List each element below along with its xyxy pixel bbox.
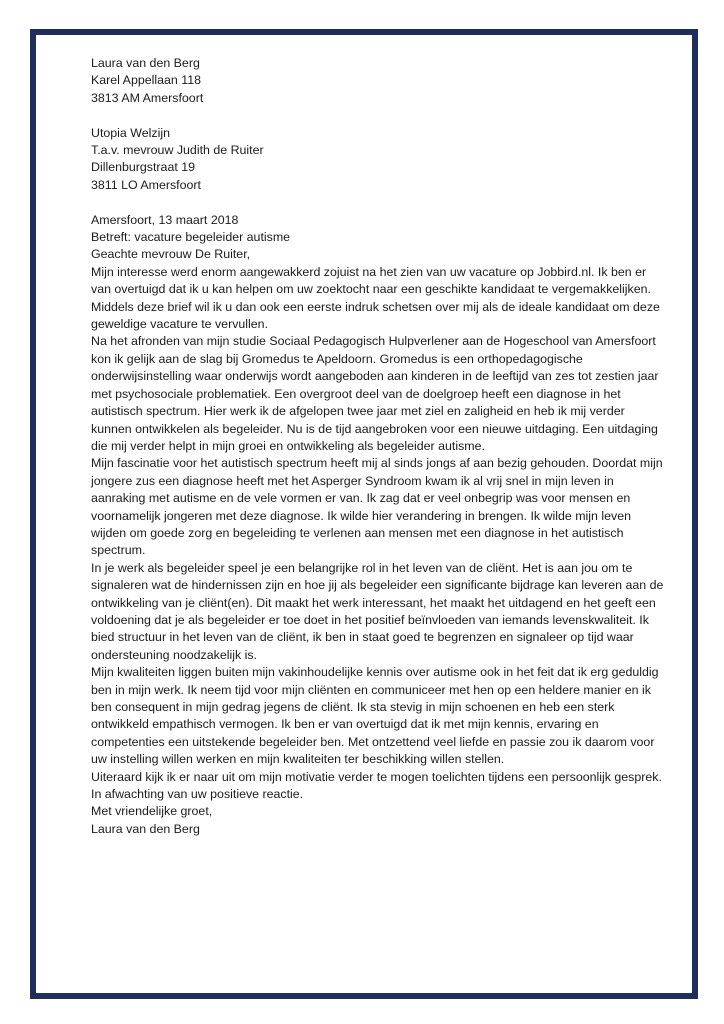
paragraph-motivation: Mijn fascinatie voor het autistisch spectrum heeft mij al sinds jongs af aan bezig gehouden. Doordat mijn jongere zus een diagnose heeft met het Asperger Syndroom kwam ik al vrij snel in mijn leven in aanraking met autisme en de vele vormen er van. Ik zag dat er veel onbegrip was voor mensen en voornamelijk jongeren met deze diagnose. Ik wilde hier verandering in brengen. Ik wilde mijn leven wijden om goede zorg en begeleiding te verlenen aan mensen met een diagnose in het autistisch spectrum. <box>91 456 663 558</box>
sender-city: 3813 AM Amersfoort <box>91 90 204 105</box>
salutation: Geachte mevrouw De Ruiter, <box>91 247 251 262</box>
paragraph-background: Na het afronden van mijn studie Sociaal Pedagogisch Hulpverlener aan de Hogeschool van Amersfoort kon ik gelijk aan de slag bij Gromedus te Apeldoorn. Gromedus is een orthopedagogische onderwijsinstelling waar onderwijs wordt aangeboden aan kinderen in de leeftijd van zes tot zestien jaar met psychosociale problematiek. Een overgroot deel van de doelgroep heeft een diagnose in het autistisch spectrum. Hier werk ik de afgelopen twee jaar met ziel en zaligheid en heb ik mij verder kunnen ontwikkelen als begeleider. Nu is de tijd aangebroken voor een nieuwe uitdaging. Een uitdaging die mij verder helpt in mijn groei en ontwikkeling als begeleider autisme. <box>91 334 659 453</box>
sender-street: Karel Appellaan 118 <box>91 73 201 88</box>
closing-greeting: Met vriendelijke groet, <box>91 804 213 819</box>
letter-subject: Betreft: vacature begeleider autisme <box>91 230 291 245</box>
recipient-attn: T.a.v. mevrouw Judith de Ruiter <box>91 143 264 158</box>
sender-address <box>91 55 668 107</box>
letter-body <box>91 55 668 838</box>
recipient-street: Dillenburgstraat 19 <box>91 160 196 175</box>
recipient-org: Utopia Welzijn <box>91 125 170 140</box>
paragraph-intro: Mijn interesse werd enorm aangewakkerd zojuist na het zien van uw vacature op Jobbird.nl. Ik ben er van overtuigd dat ik u kan helpen om uw zoektocht naar een geschikte kandidaat te vergemakkelijken. Middels deze brief wil ik u dan ook een eerste indruk schetsen over mij als de ideale kandidaat om deze geweldige vacature te vervullen. <box>91 264 660 332</box>
paragraph-closing: Uiteraard kijk ik er naar uit om mijn motivatie verder te mogen toelichten tijdens een persoonlijk gesprek. In afwachting van uw positieve reactie. <box>91 769 662 802</box>
paragraph-role: In je werk als begeleider speel je een belangrijke rol in het leven van de cliënt. Het is aan jou om te signaleren wat de hindernissen zijn en hoe jij als begeleider een significante bijdrage kan leveren aan de ontwikkeling van je cliënt(en). Dit maakt het werk interessant, het maakt het uitdagend en het geeft een voldoening dat je als begeleider er toe doet in het positief beïnvloeden van iemands levenskwaliteit. Ik bied structuur in het leven van de cliënt, ik ben in staat goed te begrenzen en signaleer op tijd waar ondersteuning noodzakelijk is. <box>91 560 664 662</box>
letter-date: Amersfoort, 13 maart 2018 <box>91 212 239 227</box>
recipient-city: 3811 LO Amersfoort <box>91 177 201 192</box>
recipient-address <box>91 125 668 195</box>
signature-name: Laura van den Berg <box>91 821 200 836</box>
page-border <box>30 29 698 999</box>
sender-name: Laura van den Berg <box>91 56 200 70</box>
paragraph-qualities: Mijn kwaliteiten liggen buiten mijn vakinhoudelijke kennis over autisme ook in het feit dat ik erg geduldig ben in mijn werk. Ik neem tijd voor mijn cliënten en communiceer met hen op een heldere manier en ik ben consequent in mijn gedrag jegens de cliënt. Ik sta stevig in mijn schoenen en heb een sterk ontwikkeld empathisch vermogen. Ik ben er van overtuigd dat ik met mijn kennis, ervaring en competenties een uitstekende begeleider ben. Met ontzettend veel liefde en passie zou ik daarom voor uw instelling willen werken en mijn kwaliteiten ter beschikking willen stellen. <box>91 665 659 767</box>
